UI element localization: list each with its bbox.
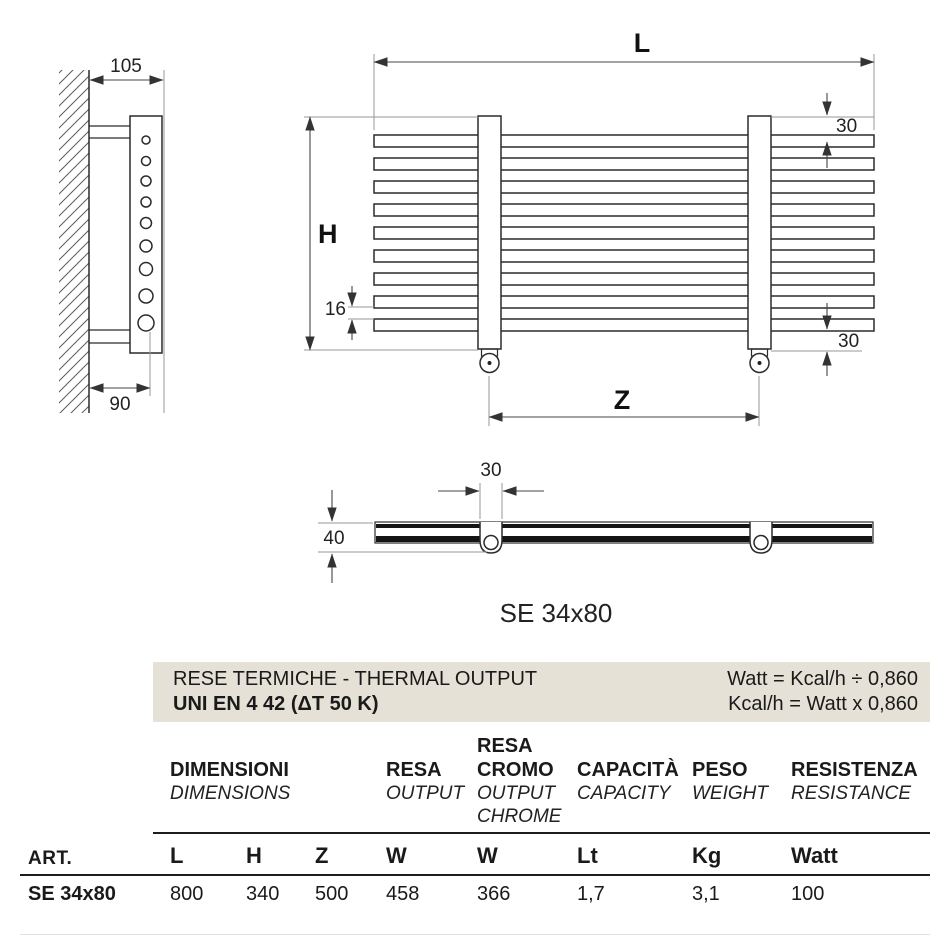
row-value-z: 500 bbox=[315, 883, 349, 905]
row-value-w-chrome: 366 bbox=[477, 883, 511, 905]
col-header-l: L bbox=[170, 843, 184, 868]
band-formulas bbox=[727, 667, 918, 717]
dim-label-105: 105 bbox=[110, 56, 142, 77]
table-rule-top bbox=[153, 832, 930, 834]
col-header-watt: Watt bbox=[791, 843, 838, 868]
dim-center-distance-Z bbox=[489, 376, 759, 426]
bracket-right-top-view bbox=[750, 522, 772, 553]
formula-watt: Watt = Kcal/h ÷ 0,860 bbox=[727, 668, 918, 690]
bar-back-edge bbox=[376, 536, 872, 542]
row-value-kg: 3,1 bbox=[692, 883, 720, 905]
side-view bbox=[59, 56, 164, 415]
collector-right bbox=[748, 116, 771, 349]
front-view bbox=[304, 28, 874, 426]
dim-label-16: 16 bbox=[324, 299, 346, 320]
group-resistenza: RESISTENZA RESISTANCE bbox=[791, 759, 918, 804]
group-dimensioni: DIMENSIONI DIMENSIONS bbox=[170, 759, 291, 804]
dim-label-L: L bbox=[633, 28, 651, 58]
row-value-h: 340 bbox=[246, 883, 280, 905]
row-value-watt: 100 bbox=[791, 883, 825, 905]
dim-label-Z: Z bbox=[613, 385, 631, 415]
valve-right bbox=[750, 349, 769, 373]
bracket-left-top-view bbox=[480, 522, 502, 553]
band-title: RESE TERMICHE - THERMAL OUTPUT bbox=[173, 668, 538, 690]
dim-label-H: H bbox=[318, 219, 338, 249]
dim-label-90: 90 bbox=[109, 394, 131, 415]
row-value-lt: 1,7 bbox=[577, 883, 605, 905]
thermal-output-band bbox=[153, 662, 930, 722]
col-header-w-chrome: W bbox=[477, 843, 498, 868]
col-header-kg: Kg bbox=[692, 843, 722, 868]
row-value-w: 458 bbox=[386, 883, 420, 905]
row-value-l: 800 bbox=[170, 883, 204, 905]
wall-bracket-bottom bbox=[89, 330, 130, 343]
model-label: SE 34x80 bbox=[499, 598, 613, 628]
group-capacita: CAPACITÀ CAPACITY bbox=[577, 759, 679, 804]
group-peso: PESO WEIGHT bbox=[692, 759, 768, 804]
group-resa: RESA OUTPUT bbox=[386, 759, 465, 804]
col-header-art: ART. bbox=[28, 848, 73, 869]
col-header-z: Z bbox=[315, 843, 329, 868]
band-norm: UNI EN 4 42 (ΔT 50 K) bbox=[173, 693, 379, 715]
formula-kcal: Kcal/h = Watt x 0,860 bbox=[728, 693, 918, 715]
row-art-value: SE 34x80 bbox=[28, 883, 116, 905]
group-resa-cromo: RESA CROMO OUTPUT CHROME bbox=[477, 735, 562, 827]
dim-label-top-30: 30 bbox=[836, 116, 858, 137]
collector-left bbox=[478, 116, 501, 349]
dim-bottom-offset-30 bbox=[771, 303, 862, 376]
wall-hatch bbox=[59, 70, 89, 413]
col-header-w: W bbox=[386, 843, 407, 868]
dim-label-tv-30: 30 bbox=[480, 460, 502, 481]
dim-label-bottom-30: 30 bbox=[838, 331, 860, 352]
horizontal-tubes bbox=[374, 135, 874, 331]
dim-top-offset-30 bbox=[771, 93, 874, 168]
wall-bracket-top bbox=[89, 126, 130, 138]
top-view bbox=[318, 460, 873, 628]
band-left bbox=[173, 667, 537, 717]
table-rule-header bbox=[20, 874, 930, 876]
dim-tube-gap-16 bbox=[325, 286, 374, 340]
col-header-lt: Lt bbox=[577, 843, 598, 868]
table-rule-bottom bbox=[20, 934, 930, 935]
bar-front-edge bbox=[376, 524, 872, 528]
col-header-h: H bbox=[246, 843, 262, 868]
dim-length-L bbox=[374, 28, 874, 130]
valve-left bbox=[480, 349, 499, 373]
dim-bracket-width-30 bbox=[438, 460, 544, 519]
dim-label-40: 40 bbox=[323, 528, 345, 549]
